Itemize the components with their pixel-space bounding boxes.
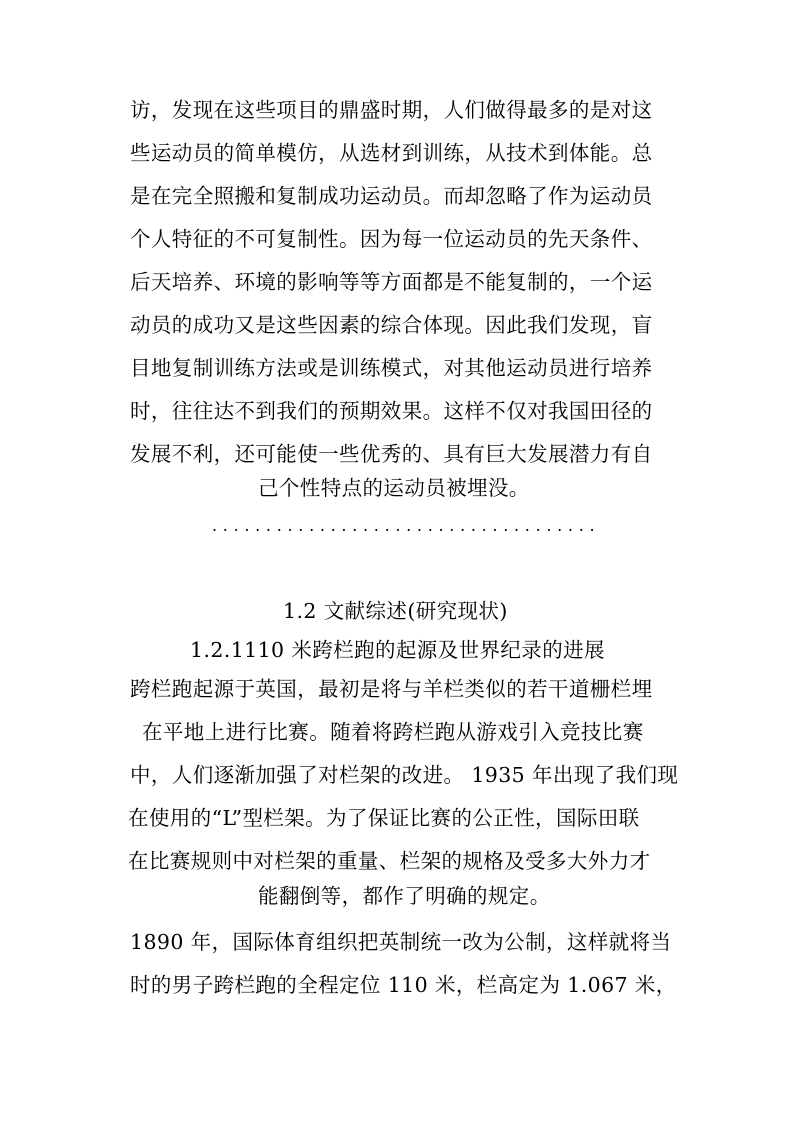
paragraph-2-line: 在比赛规则中对栏架的重量、栏架的规格及受多大外力才 bbox=[128, 849, 651, 873]
paragraph-3-line: 时的男子跨栏跑的全程定位 110 米，栏高定为 1.067 米， bbox=[130, 973, 677, 997]
paragraph-1-line: 发展不利，还可能使一些优秀的、具有巨大发展潜力有自 bbox=[130, 442, 653, 466]
paragraph-2-line: 能翻倒等，都作了明确的规定。 bbox=[258, 884, 551, 908]
paragraph-1-line: 访，发现在这些项目的鼎盛时期，人们做得最多的是对这 bbox=[130, 98, 653, 122]
paragraph-2-line: 跨栏跑起源于英国，最初是将与羊栏类似的若干道栅栏埋 bbox=[130, 677, 653, 701]
paragraph-1-line: 个人特征的不可复制性。因为每一位运动员的先天条件、 bbox=[130, 227, 653, 251]
paragraph-1-line: 是在完全照搬和复制成功运动员。而却忽略了作为运动员 bbox=[130, 184, 653, 208]
paragraph-2-line: 在平地上进行比赛。随着将跨栏跑从游戏引入竞技比赛 bbox=[142, 720, 644, 744]
paragraph-3-line: 1890 年，国际体育组织把英制统一改为公制，这样就将当 bbox=[130, 930, 672, 954]
paragraph-1-line: 时，往往达不到我们的预期效果。这样不仅对我国田径的 bbox=[130, 399, 653, 423]
section-subheading: 1.2.1110 米跨栏跑的起源及世界纪录的进展 bbox=[190, 638, 605, 662]
paragraph-2-line: 中，人们逐渐加强了对栏架的改进。 1935 年出现了我们现 bbox=[130, 763, 679, 787]
paragraph-1-line: 动员的成功又是这些因素的综合体现。因此我们发现，盲 bbox=[130, 313, 653, 337]
dotted-separator: .................................... bbox=[212, 516, 601, 535]
paragraph-1-line: 些运动员的简单模仿，从选材到训练，从技术到体能。总 bbox=[130, 141, 653, 165]
paragraph-1-line: 己个性特点的运动员被埋没。 bbox=[258, 476, 530, 500]
paragraph-2-line: 在使用的“L”型栏架。为了保证比赛的公正性，国际田联 bbox=[128, 806, 640, 830]
section-heading: 1.2 文献综述(研究现状) bbox=[283, 599, 508, 623]
paragraph-1-line: 目地复制训练方法或是训练模式，对其他运动员进行培养 bbox=[130, 356, 653, 380]
paragraph-1-line: 后天培养、环境的影响等等方面都是不能复制的，一个运 bbox=[130, 270, 653, 294]
